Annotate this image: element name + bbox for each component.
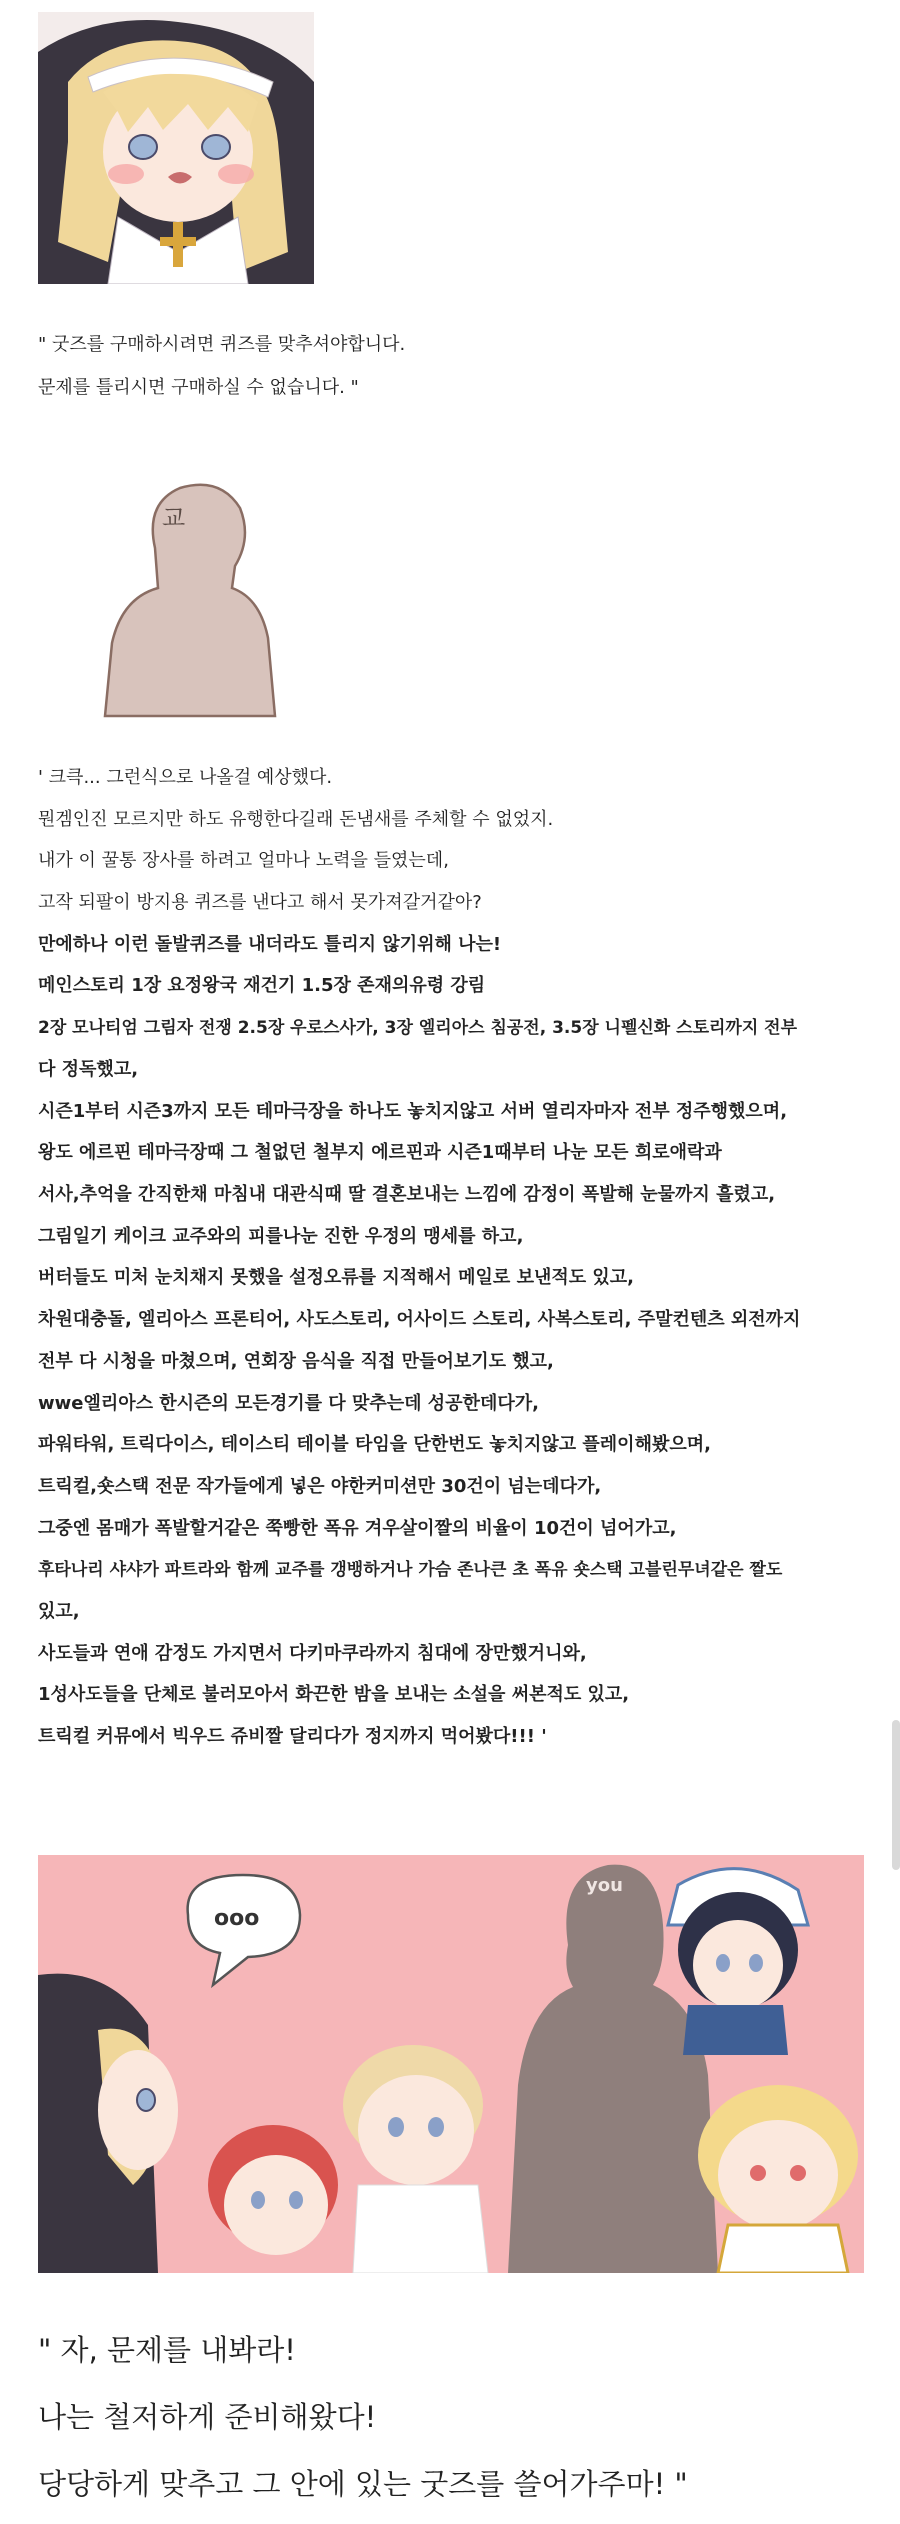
story-line: 후타나리 샤샤가 파트라와 함께 교주를 갱뱅하거나 가슴 존나큰 초 폭유 숏스택 고블린무녀같은 짤도	[38, 1560, 783, 1580]
group-scene-image	[38, 1855, 864, 2273]
story-line: 있고,	[38, 1601, 80, 1622]
story-line: 서사,추억을 간직한채 마침내 대관식때 딸 결혼보내는 느낌에 감정이 폭발해 눈물까지 흘렸고,	[38, 1184, 776, 1205]
story-line: 차원대충돌, 엘리아스 프론티어, 사도스토리, 어사이드 스토리, 사복스토리, 주말컨텐츠 외전까지	[38, 1309, 801, 1330]
story-line: 고작 되팔이 방지용 퀴즈를 낸다고 해서 못가져갈거같아?	[38, 892, 482, 913]
story-line: 만에하나 이런 돌발퀴즈를 내더라도 틀리지 않기위해 나는!	[38, 934, 502, 955]
story-line: 전부 다 시청을 마쳤으며, 연회장 음식을 직접 만들어보기도 했고,	[38, 1351, 554, 1372]
story-line: ' 크큭... 그런식으로 나올걸 예상했다.	[38, 767, 333, 788]
story-line: 다 정독했고,	[38, 1059, 139, 1080]
story-line: 트릭컬 커뮤에서 빅우드 쥬비짤 달리다가 정지까지 먹어봤다!!! '	[38, 1726, 547, 1747]
blank-figure-image	[100, 448, 280, 718]
story-line: 트릭컬,숏스택 전문 작가들에게 넣은 야한커미션만 30건이 넘는데다가,	[38, 1476, 602, 1497]
blank-figure-illustration	[100, 448, 280, 718]
story-line: 버터들도 미처 눈치채지 못했을 설정오류를 지적해서 메일로 보낸적도 있고,	[38, 1267, 634, 1288]
story-line: 그중엔 몸매가 폭발할거같은 쭉빵한 폭유 겨우살이짤의 비율이 10건이 넘어가고,	[38, 1518, 677, 1539]
intro-line-2: 문제를 틀리시면 구매하실 수 없습니다. "	[38, 377, 359, 398]
story-line: 2장 모나티엄 그림자 전쟁 2.5장 우로스사가, 3장 엘리아스 침공전, 3.5장 니펠신화 스토리까지 전부	[38, 1018, 798, 1038]
story-line: 그림일기 케이크 교주와의 피를나눈 진한 우정의 맹세를 하고,	[38, 1226, 524, 1247]
story-line: 시즌1부터 시즌3까지 모든 테마극장을 하나도 놓치지않고 서버 열리자마자 전부 정주행했으며,	[38, 1101, 788, 1122]
story-line: 왕도 에르핀 테마극장때 그 철없던 철부지 에르핀과 시즌1때부터 나눈 모든 희로애락과	[38, 1142, 722, 1163]
bubble-text: ooo	[214, 1906, 260, 1931]
nun-illustration	[38, 12, 314, 284]
final-line-3: 당당하게 맞추고 그 안에 있는 굿즈를 쓸어가주마! "	[38, 2467, 688, 2501]
scrollbar-thumb[interactable]	[892, 1720, 900, 1870]
you-label: you	[586, 1875, 623, 1896]
figure-label: 교	[162, 504, 186, 532]
story-line: 사도들과 연애 감정도 가지면서 다키마쿠라까지 침대에 장만했거니와,	[38, 1643, 587, 1664]
nun-image	[38, 12, 314, 284]
final-line-1: " 자, 문제를 내봐라!	[38, 2333, 296, 2367]
story-line: 1성사도들을 단체로 불러모아서 화끈한 밤을 보내는 소설을 써본적도 있고,	[38, 1684, 630, 1705]
final-line-2: 나는 철저하게 준비해왔다!	[38, 2400, 377, 2434]
story-line: 메인스토리 1장 요정왕국 재건기 1.5장 존재의유령 강림	[38, 975, 486, 996]
intro-line-1: " 굿즈를 구매하시려면 퀴즈를 맞추셔야합니다.	[38, 334, 406, 355]
story-line: 내가 이 꿀통 장사를 하려고 얼마나 노력을 들였는데,	[38, 850, 449, 871]
story-line: 파워타워, 트릭다이스, 테이스티 테이블 타임을 단한번도 놓치지않고 플레이해봤으며,	[38, 1434, 711, 1455]
story-line: wwe엘리아스 한시즌의 모든경기를 다 맞추는데 성공한데다가,	[38, 1393, 539, 1414]
group-scene-illustration	[38, 1855, 864, 2273]
story-line: 뭔겜인진 모르지만 하도 유행한다길래 돈냄새를 주체할 수 없었지.	[38, 809, 554, 830]
